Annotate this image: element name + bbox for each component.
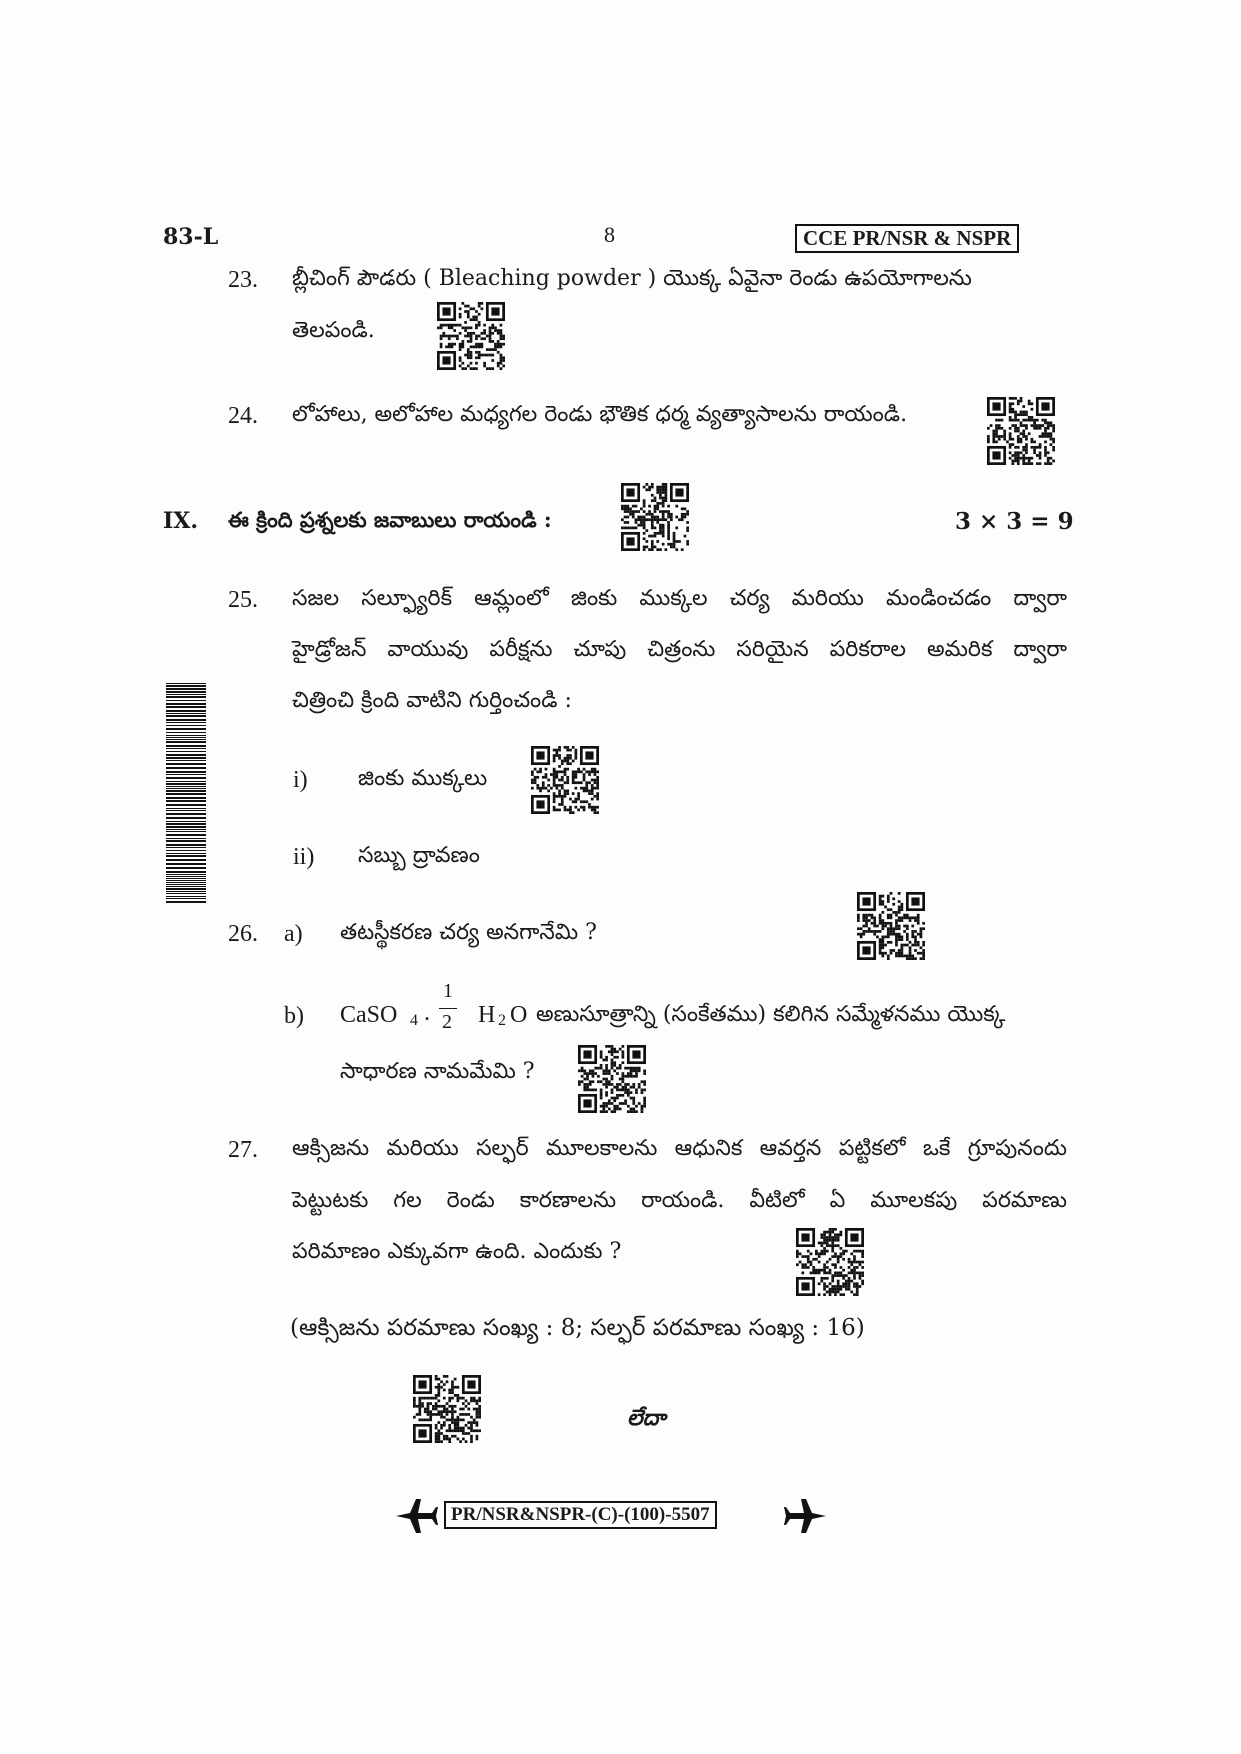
q25-number: 25. — [228, 587, 258, 613]
formula-o: O — [510, 1002, 528, 1028]
q26a-label: a) — [284, 921, 303, 947]
q23-line1: బ్లీచింగ్ పౌడరు ( Bleaching powder ) యొక్క ఏవైనా రెండు ఉపయోగాలను — [292, 266, 972, 291]
formula-caso: CaSO — [340, 1002, 398, 1028]
airplane-left-icon — [396, 1497, 438, 1539]
exam-code-box: CCE PR/NSR & NSPR — [795, 224, 1019, 253]
qr-code-icon — [531, 746, 599, 814]
q27-line2: పెట్టుటకు గల రెండు కారణాలను రాయండి. వీటిలో ఏ మూలకపు పరమాణు — [292, 1188, 1067, 1213]
q26a-text: తటస్థీకరణ చర్య అనగానేమి ? — [340, 920, 597, 945]
qr-code-icon — [578, 1045, 646, 1113]
or-text: లేదా — [627, 1405, 666, 1431]
section-marks: 3 × 3 = 9 — [955, 508, 1074, 535]
qr-code-icon — [437, 302, 505, 370]
q24-text: లోహాలు, అలోహాల మధ్యగల రెండు భౌతిక ధర్మ వ్యత్యాసాలను రాయండి. — [292, 402, 908, 427]
q26-number: 26. — [228, 921, 258, 947]
q26b-label: b) — [284, 1003, 304, 1029]
q26b-text1: అణుసూత్రాన్ని (సంకేతము) కలిగిన సమ్మేళనము యొక్క — [536, 1002, 1006, 1027]
formula-frac-num: 1 — [443, 980, 453, 1002]
q27-number: 27. — [228, 1137, 258, 1163]
paper-code: 83-L — [163, 224, 219, 250]
qr-code-icon — [987, 397, 1055, 465]
section-title: ఈ క్రింది ప్రశ్నలకు జవాబులు రాయండి : — [228, 507, 552, 532]
qr-code-icon — [796, 1228, 864, 1296]
q27-line3: పరిమాణం ఎక్కువగా ఉంది. ఎందుకు ? — [292, 1239, 622, 1264]
formula-sub2: 2 — [498, 1012, 506, 1029]
q26b-formula-line — [340, 980, 1075, 1044]
q25-line3: చిత్రించి క్రింది వాటిని గుర్తించండి : — [292, 688, 572, 713]
barcode-icon — [166, 683, 206, 909]
qr-code-icon — [857, 892, 925, 960]
q25-line1: సజల సల్ఫ్యూరిక్ ఆమ్లంలో జింకు ముక్కల చర్య మరియు మండించడం ద్వారా — [292, 586, 1067, 611]
q27-line1: ఆక్సిజను మరియు సల్ఫర్ మూలకాలను ఆధునిక ఆవర్తన పట్టికలో ఒకే గ్రూపునందు — [292, 1136, 1067, 1161]
q23-number: 23. — [228, 267, 258, 293]
qr-code-icon — [413, 1375, 481, 1443]
q23-line2: తెలపండి. — [292, 318, 375, 343]
q27-note: (ఆక్సిజను పరమాణు సంఖ్య : 8; సల్ఫర్ పరమాణు సంఖ్య : 16) — [290, 1315, 865, 1341]
formula-h: H — [478, 1002, 496, 1028]
airplane-right-icon — [784, 1497, 826, 1539]
q26b-text2: సాధారణ నామమేమి ? — [340, 1059, 535, 1084]
formula-dot: . — [424, 1000, 430, 1026]
page-number: 8 — [604, 222, 615, 247]
q25-item-i-label: i) — [293, 767, 308, 793]
q25-item-ii-text: సబ్బు ద్రావణం — [358, 843, 480, 868]
section-number: IX. — [163, 508, 199, 534]
footer-code-box: PR/NSR&NSPR-(C)-(100)-5507 — [444, 1501, 717, 1529]
q25-item-ii-label: ii) — [293, 844, 315, 870]
formula-frac-bar — [439, 1008, 457, 1009]
qr-code-icon — [621, 483, 689, 551]
formula-frac-den: 2 — [442, 1011, 452, 1033]
q25-item-i-text: జింకు ముక్కలు — [358, 766, 488, 791]
formula-sub4: 4 — [410, 1012, 418, 1029]
q25-line2: హైడ్రోజన్ వాయువు పరీక్షను చూపు చిత్రంను సరియైన పరికరాల అమరిక ద్వారా — [292, 637, 1067, 662]
q24-number: 24. — [228, 403, 258, 429]
